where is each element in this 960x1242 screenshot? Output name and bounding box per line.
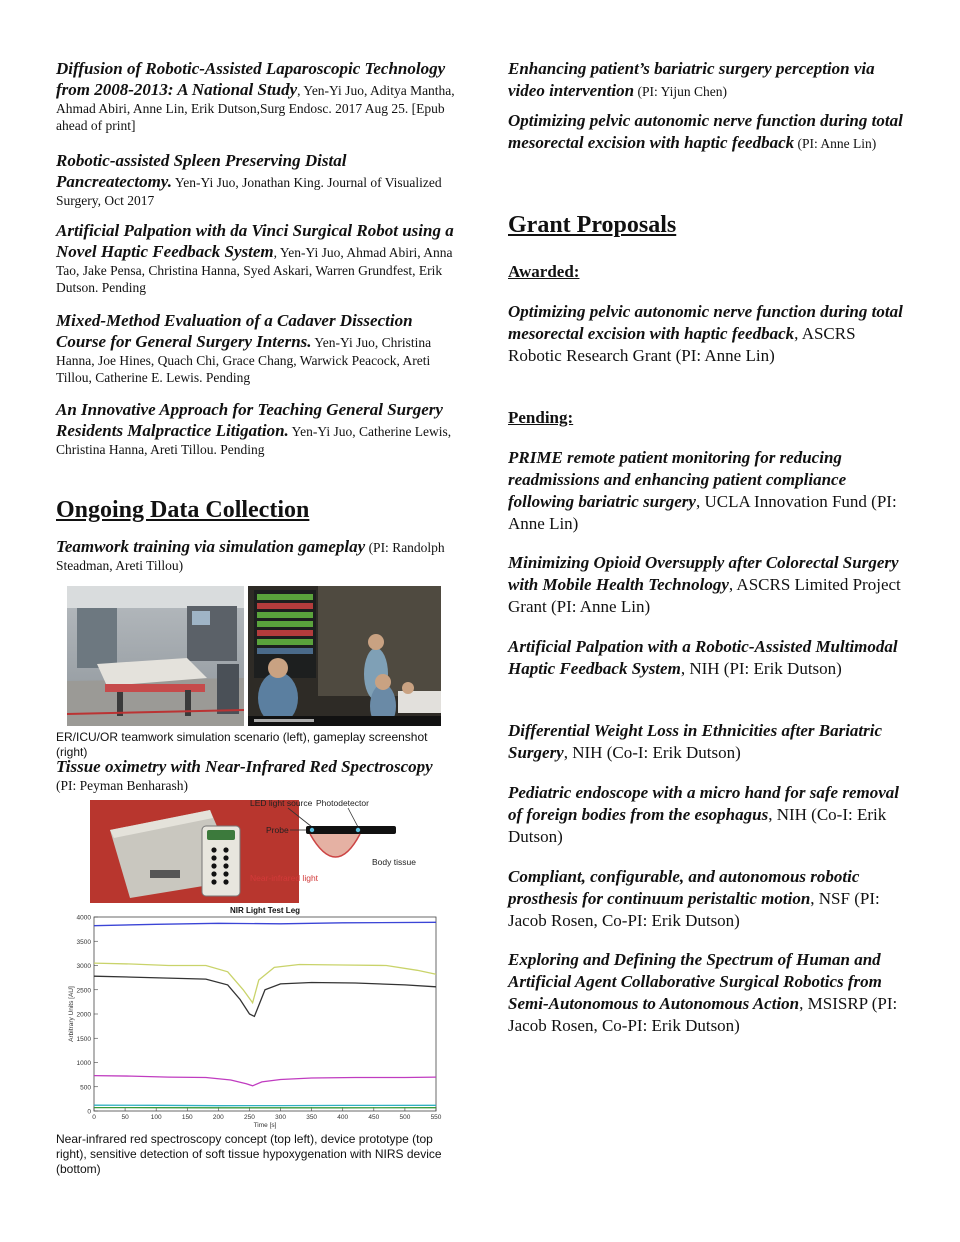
publication-1: [56, 58, 456, 135]
label-nir: Near-infrared light: [250, 873, 319, 883]
publication-3: [56, 220, 456, 297]
publication-details: Yen-Yi Juo, Jonathan King. Journal of Visualized Surgery, Oct 2017: [56, 175, 442, 208]
x-tick-label: 100: [150, 1114, 162, 1121]
item-details: (PI: Yijun Chen): [634, 84, 727, 99]
x-tick-label: 300: [275, 1114, 286, 1121]
pending-label: Pending:: [508, 408, 574, 427]
grant-title: Differential Weight Loss in Ethnicities after Bariatric Surgery: [508, 721, 883, 762]
awarded-grant-1: [508, 301, 908, 367]
y-tick-label: 1500: [76, 1035, 91, 1043]
publication-details: Yen-Yi Juo, Catherine Lewis, Christina Hanna, Areti Tillou. Pending: [56, 424, 452, 457]
y-tick-label: 0: [87, 1108, 91, 1116]
pending-grant-5: [508, 782, 908, 848]
publication-title: Artificial Palpation with da Vinci Surgical Robot using a Novel Haptic Feedback System: [56, 221, 454, 261]
grant-details: , ASCRS Robotic Research Grant (PI: Anne Lin): [508, 324, 856, 365]
x-tick-label: 500: [399, 1114, 411, 1121]
grant-details: , NIH (PI: Erik Dutson): [680, 659, 842, 678]
publication-2: [56, 150, 456, 209]
ongoing-item-1: [56, 536, 456, 574]
y-tick-label: 2500: [76, 987, 91, 995]
grant-details: , NSF (PI: Jacob Rosen, Co-PI: Erik Dutson): [508, 889, 880, 930]
item-title: Optimizing pelvic autonomic nerve function during total mesorectal excision with haptic feedback: [508, 111, 903, 152]
y-tick-label: 2000: [76, 1011, 91, 1019]
pending-grant-3: [508, 636, 908, 680]
grant-title: Artificial Palpation with a Robotic-Assisted Multimodal Haptic Feedback System: [508, 637, 898, 678]
label-led: LED light source: [250, 798, 313, 808]
pending-grant-4: [508, 720, 908, 764]
publication-title: Mixed-Method Evaluation of a Cadaver Dissection Course for General Surgery Interns.: [56, 311, 413, 351]
caption-simulation: ER/ICU/OR teamwork simulation scenario (left), gameplay screenshot (right): [56, 730, 428, 759]
grant-details: , UCLA Innovation Fund (PI: Anne Lin): [508, 492, 897, 533]
grant-details: , NIH (Co-I: Erik Dutson): [563, 743, 741, 762]
grant-title: Exploring and Defining the Spectrum of Human and Artificial Agent Collaborative Surgical Robotics from Semi-Autonomous to Autonomous Action: [508, 950, 882, 1013]
y-tick-label: 4000: [76, 914, 91, 922]
grant-details: , NIH (Co-I: Erik Dutson): [508, 805, 887, 846]
ongoing-right-item-1: [508, 58, 908, 103]
item-title: Enhancing patient’s bariatric surgery perception via video intervention: [508, 59, 875, 100]
nir-chart-svg: [64, 903, 444, 1131]
ongoing-title: Teamwork training via simulation gameplay: [56, 537, 366, 556]
x-tick-label: 250: [244, 1114, 255, 1121]
x-tick-label: 450: [368, 1114, 380, 1121]
nirs-concept-diagram: [248, 795, 418, 890]
publication-title: Diffusion of Robotic-Assisted Laparoscopic Technology from 2008-2013: A National Study: [56, 59, 446, 99]
publication-5: [56, 399, 456, 458]
x-tick-label: 350: [306, 1114, 318, 1121]
awarded-label: Awarded:: [508, 262, 580, 281]
publication-title: An Innovative Approach for Teaching General Surgery Residents Malpractice Litigation.: [56, 400, 443, 440]
x-tick-label: 200: [212, 1114, 224, 1121]
ongoing-details: (PI: Randolph Steadman, Areti Tillou): [56, 540, 445, 573]
y-tick-label: 1000: [76, 1060, 91, 1067]
label-body-tissue: Body tissue: [372, 857, 416, 867]
grant-details: , MSISRP (PI: Jacob Rosen, Co-PI: Erik Dutson): [508, 994, 898, 1035]
simulation-room-photo: [67, 586, 244, 726]
pending-grant-2: [508, 552, 908, 618]
grant-details: , ASCRS Limited Project Grant (PI: Anne Lin): [508, 575, 901, 616]
y-tick-label: 500: [80, 1084, 91, 1092]
pending-grant-7: [508, 949, 908, 1037]
x-tick-label: 550: [430, 1114, 442, 1121]
x-tick-label: 0: [92, 1114, 96, 1121]
x-tick-label: 150: [181, 1114, 193, 1121]
chart-title: NIR Light Test Leg: [229, 906, 301, 915]
caption-nirs: Near-infrared red spectroscopy concept (top left), device prototype (top right), sensitive detection of soft tissue hypoxygenation with NIRS device (bottom): [56, 1132, 442, 1176]
ongoing-right-item-2: [508, 110, 908, 155]
label-photodetector: Photodetector: [316, 798, 369, 808]
ongoing-details: (PI: Peyman Benharash): [56, 778, 188, 793]
x-tick-label: 400: [337, 1114, 349, 1121]
x-axis-label: Time [s]: [253, 1122, 277, 1129]
publication-details: Yen-Yi Juo, Christina Hanna, Joe Hines, Quach Chi, Grace Chang, Warwick Peacock, Areti Tillou, Catherine E. Lewis. Pending: [56, 335, 432, 386]
grant-title: Optimizing pelvic autonomic nerve function during total mesorectal excision with haptic feedback: [508, 302, 903, 343]
grant-title: PRIME remote patient monitoring for reducing readmissions and enhancing patient compliance following bariatric surgery: [508, 448, 847, 511]
nir-chart: [64, 903, 444, 1131]
series-line-cyan: [94, 1105, 436, 1106]
publication-title: Robotic-assisted Spleen Preserving Distal Pancreatectomy.: [56, 151, 347, 191]
item-details: (PI: Anne Lin): [794, 136, 877, 151]
grant-title: Minimizing Opioid Oversupply after Colorectal Surgery with Mobile Health Technology: [508, 553, 899, 594]
gameplay-screenshot: [248, 586, 441, 726]
publication-details: , Yen-Yi Juo, Ahmad Abiri, Anna Tao, Jake Pensa, Christina Hanna, Syed Askari, Warren Grundfest, Erik Dutson. Pending: [56, 245, 453, 296]
y-tick-label: 3000: [76, 963, 91, 970]
grant-title: Compliant, configurable, and autonomous robotic prosthesis for continuum peristaltic motion: [508, 867, 860, 908]
ongoing-title: Tissue oximetry with Near-Infrared Red Spectroscopy: [56, 757, 433, 776]
publication-4: [56, 310, 456, 387]
pending-grant-6: [508, 866, 908, 932]
x-tick-label: 50: [121, 1114, 129, 1121]
label-probe: Probe: [266, 825, 289, 835]
grant-proposals-heading: Grant Proposals: [508, 212, 677, 238]
y-axis-label: Arbitrary Units [AU]: [68, 986, 75, 1042]
ongoing-item-2: [56, 756, 456, 794]
publication-details: , Yen-Yi Juo, Aditya Mantha, Ahmad Abiri, Anne Lin, Erik Dutson,Surg Endosc. 2017 Aug 25. [Epub ahead of print]: [56, 83, 455, 134]
pending-grant-1: [508, 447, 908, 535]
y-tick-label: 3500: [76, 938, 91, 946]
ongoing-heading: Ongoing Data Collection: [56, 497, 310, 523]
grant-title: Pediatric endoscope with a micro hand for safe removal of foreign bodies from the esophagus: [508, 783, 899, 824]
